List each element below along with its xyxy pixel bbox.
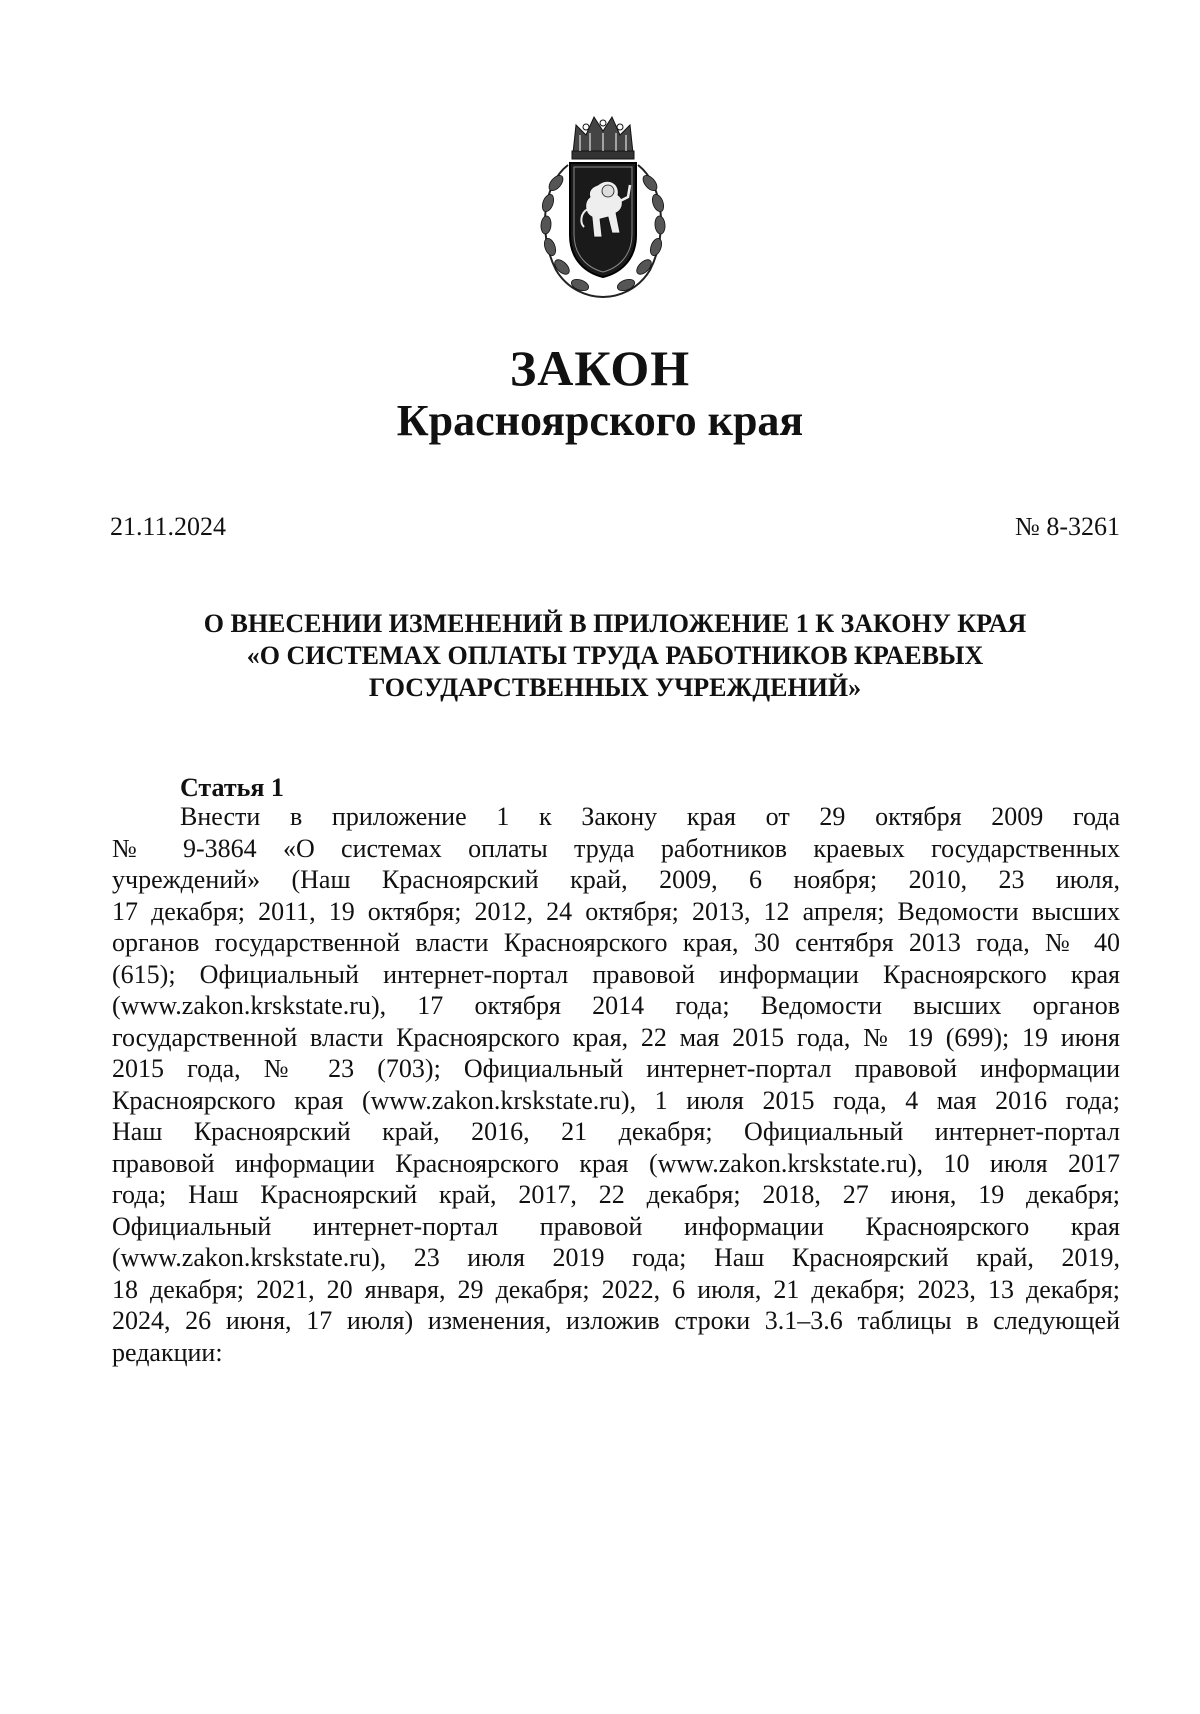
law-title: ЗАКОН xyxy=(509,340,691,396)
article-line: редакции: xyxy=(112,1337,223,1367)
article-body xyxy=(112,801,1120,1368)
article-line: (615); Официальный интернет-портал правовой информации Красноярского края xyxy=(112,959,1120,989)
document-date: 21.11.2024 xyxy=(110,512,227,541)
heading-line: О ВНЕСЕНИИ ИЗМЕНЕНИЙ В ПРИЛОЖЕНИЕ 1 К ЗАКОНУ КРАЯ xyxy=(203,609,1027,638)
document-heading xyxy=(150,608,1080,704)
article-line: Красноярского края (www.zakon.krskstate.ru), 1 июля 2015 года, 4 мая 2016 года; xyxy=(112,1085,1120,1115)
krasnoyarsk-coat-of-arms-icon xyxy=(528,105,678,305)
article-line: (www.zakon.krskstate.ru), 17 октября 2014 года; Ведомости высших органов xyxy=(112,991,1120,1020)
law-subtitle: Красноярского края xyxy=(396,396,804,445)
article-line: Официальный интернет-портал правовой информации Красноярского края xyxy=(112,1211,1120,1241)
article-line: Внести в приложение 1 к Закону края от 29 октября 2009 года xyxy=(180,802,1120,831)
article-line: учреждений» (Наш Красноярский край, 2009, 6 ноября; 2010, 23 июля, xyxy=(112,865,1120,894)
article-title: Статья 1 xyxy=(180,773,284,802)
article-line: Наш Красноярский край, 2016, 21 декабря; Официальный интернет-портал xyxy=(112,1117,1120,1146)
article-line: 18 декабря; 2021, 20 января, 29 декабря; 2022, 6 июля, 21 декабря; 2023, 13 декабря; xyxy=(112,1274,1120,1304)
article-line: 17 декабря; 2011, 19 октября; 2012, 24 октября; 2013, 12 апреля; Ведомости высших xyxy=(112,896,1120,926)
article-line: № 9-3864 «О системах оплаты труда работников краевых государственных xyxy=(112,833,1120,863)
document-number: № 8-3261 xyxy=(1015,512,1120,541)
heading-line: «О СИСТЕМАХ ОПЛАТЫ ТРУДА РАБОТНИКОВ КРАЕВЫХ xyxy=(246,641,984,670)
heading-line: ГОСУДАРСТВЕННЫХ УЧРЕЖДЕНИЙ» xyxy=(368,673,862,702)
article-line: года; Наш Красноярский край, 2017, 22 декабря; 2018, 27 июня, 19 декабря; xyxy=(112,1180,1120,1209)
article-line: правовой информации Красноярского края (www.zakon.krskstate.ru), 10 июля 2017 xyxy=(112,1148,1120,1178)
article-line: органов государственной власти Красноярского края, 30 сентября 2013 года, № 40 xyxy=(112,928,1120,957)
article-line: 2024, 26 июня, 17 июля) изменения, изложив строки 3.1–3.6 таблицы в следующей xyxy=(112,1306,1120,1335)
article-line: (www.zakon.krskstate.ru), 23 июля 2019 года; Наш Красноярский край, 2019, xyxy=(112,1243,1120,1272)
article-line: государственной власти Красноярского края, 22 мая 2015 года, № 19 (699); 19 июня xyxy=(112,1022,1120,1052)
article-line: 2015 года, № 23 (703); Официальный интернет-портал правовой информации xyxy=(112,1054,1120,1083)
